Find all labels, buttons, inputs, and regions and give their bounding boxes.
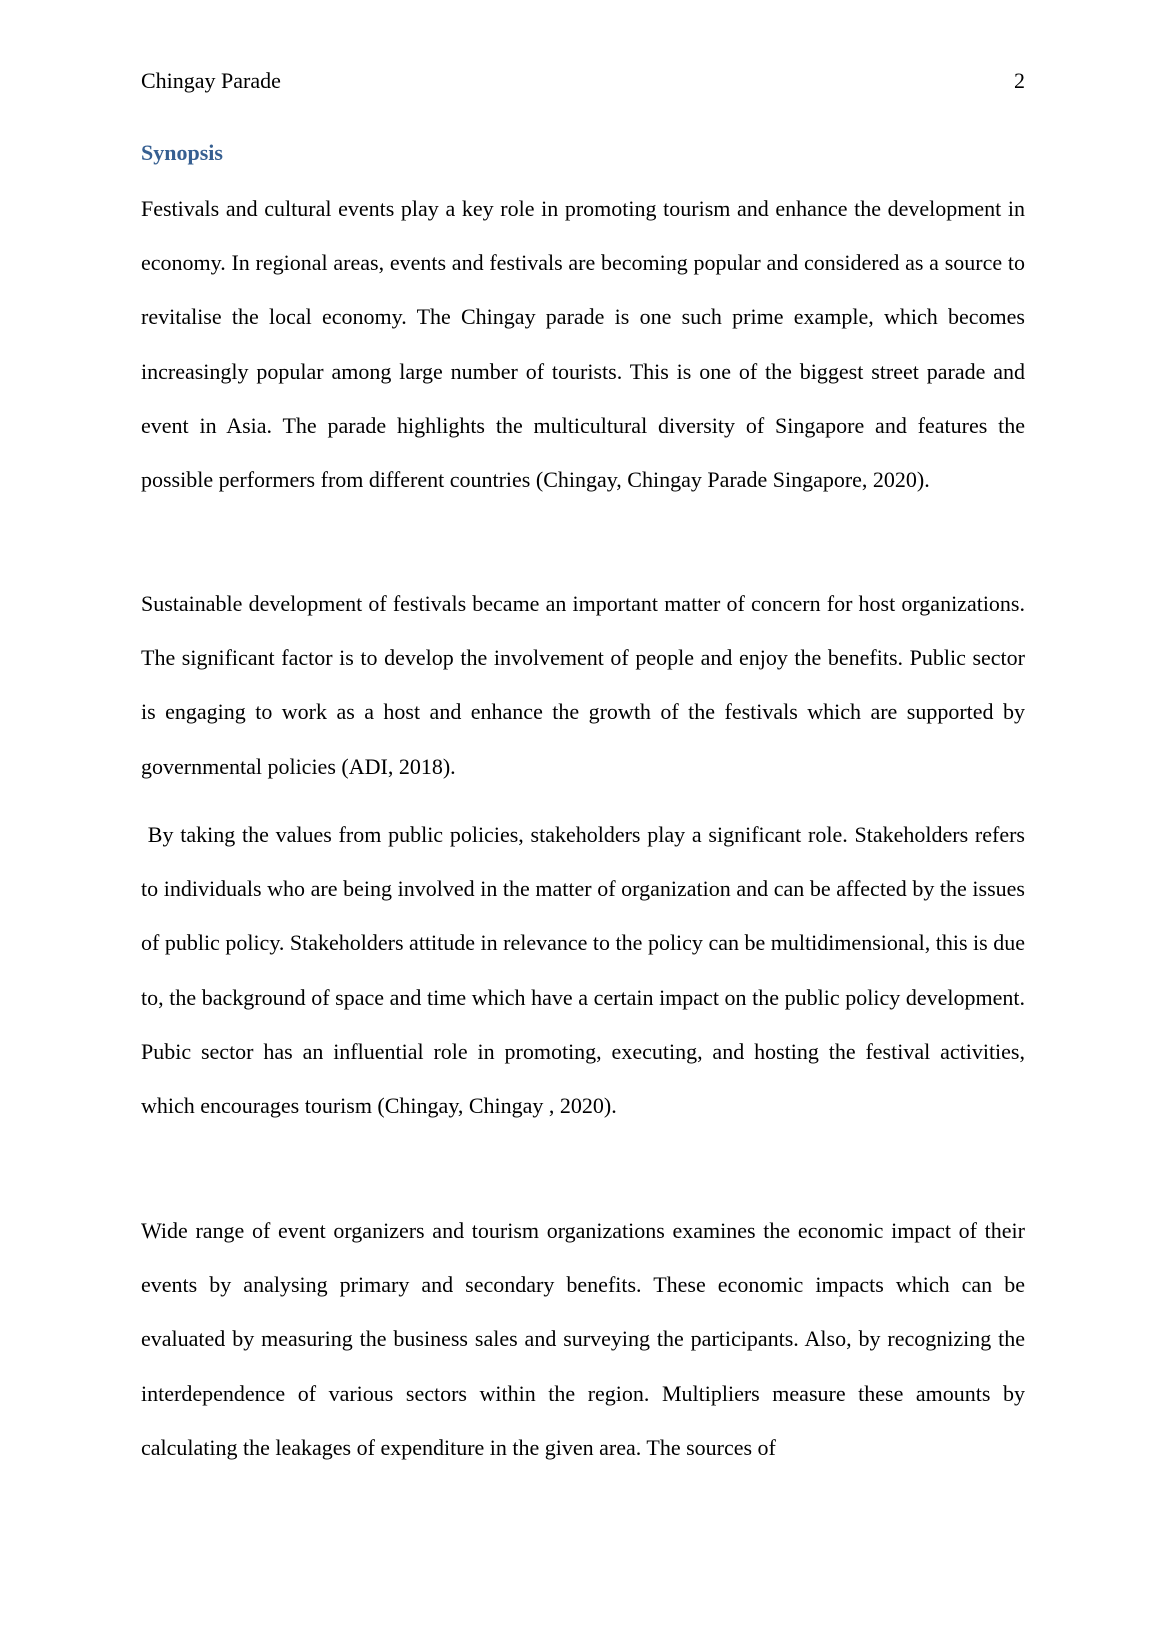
paragraph-intro: Festivals and cultural events play a key role in promoting tourism and enhance the development in economy. In regional areas, events and festivals are becoming popular and considered as a source to revitalise the local economy. The Chingay parade is one such prime example, which becomes increasingly popular among large number of tourists. This is one of the biggest street parade and event in Asia. The parade highlights the multicultural diversity of Singapore and features the possible performers from different countries (Chingay, Chingay Parade Singapore, 2020).	[141, 196, 1025, 493]
page-number: 2	[1014, 68, 1025, 93]
section-heading: Synopsis	[141, 140, 223, 165]
paragraph-economic-impact: Wide range of event organizers and tourism organizations examines the economic impact of their events by analysing primary and secondary benefits. These economic impacts which can be evaluated by measuring the business sales and surveying the participants. Also, by recognizing the interdependence of various sectors within the region. Multipliers measure these amounts by calculating the leakages of expenditure in the given area. The sources of	[141, 1218, 1025, 1460]
paragraph-sustainable-development: Sustainable development of festivals became an important matter of concern for host organizations. The significant factor is to develop the involvement of people and enjoy the benefits. Public sector is engaging to work as a host and enhance the growth of the festivals which are supported by governmental policies (ADI, 2018).	[141, 591, 1025, 779]
running-title: Chingay Parade	[141, 68, 281, 93]
page-header	[141, 66, 1025, 96]
paragraph-stakeholders: By taking the values from public policies, stakeholders play a significant role. Stakeholders refers to individuals who are being involved in the matter of organization and can be affected by the issues of public policy. Stakeholders attitude in relevance to the policy can be multidimensional, this is due to, the background of space and time which have a certain impact on the public policy development. Pubic sector has an influential role in promoting, executing, and hosting the festival activities, which encourages tourism (Chingay, Chingay , 2020).	[141, 822, 1031, 1119]
